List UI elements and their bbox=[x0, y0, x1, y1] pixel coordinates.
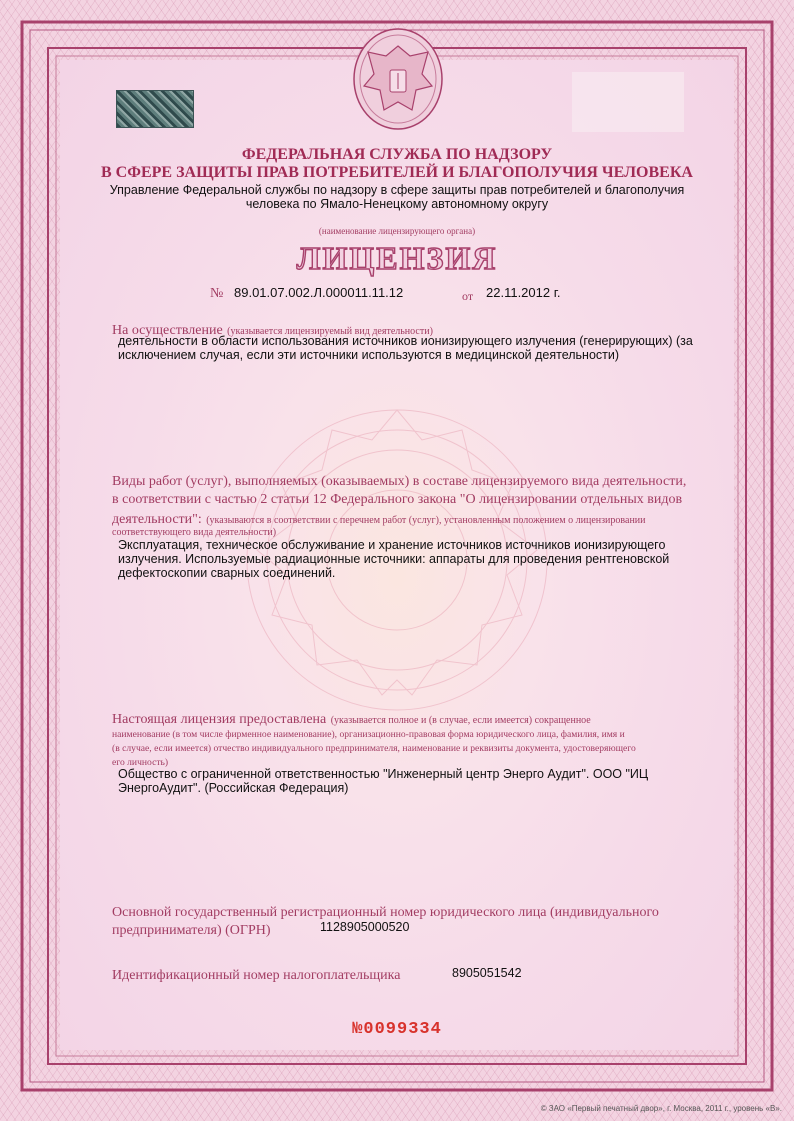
inn-label: Идентификационный номер налогоплательщика bbox=[112, 968, 401, 983]
licensee-hint-line2: наименование (в том числе фирменное наименование), организационно-правовая форма юридического лица, фамилия, имя и bbox=[112, 729, 625, 740]
licensee-hint-line1: (указывается полное и (в случае, если имеется) сокращенное bbox=[330, 715, 591, 726]
inn-value: 8905051542 bbox=[452, 966, 522, 980]
licensee-hint-line4: его личность) bbox=[112, 757, 169, 768]
ogrn-label-line2: предпринимателя) (ОГРН) bbox=[112, 923, 271, 938]
activity-label: На осуществление bbox=[112, 323, 223, 338]
license-date-label: от bbox=[462, 289, 474, 303]
license-number-label: № bbox=[210, 286, 224, 301]
activity-text-line2: исключением случая, если эти источники используются в медицинской деятельности) bbox=[118, 348, 620, 362]
blank-panel bbox=[572, 72, 684, 132]
authority-name-line1: Управление Федеральной службы по надзору в сфере защиты прав потребителей и благополучия bbox=[109, 183, 685, 197]
printer-footer: © ЗАО «Первый печатный двор», г. Москва, 2011 г., уровень «В». bbox=[540, 1104, 782, 1113]
document-title bbox=[0, 240, 794, 277]
header-line2: В СФЕРЕ ЗАЩИТЫ ПРАВ ПОТРЕБИТЕЛЕЙ И БЛАГОПОЛУЧИЯ ЧЕЛОВЕКА bbox=[101, 164, 693, 181]
works-label-line1: Виды работ (услуг), выполняемых (оказываемых) в составе лицензируемого вида деятельности, bbox=[112, 474, 687, 489]
works-label-line3 bbox=[112, 510, 646, 528]
licensee-heading bbox=[112, 710, 591, 728]
license-number: 89.01.07.002.Л.000011.11.12 bbox=[234, 285, 404, 300]
works-text-line2: излучения. Используемые радиационные источники: аппараты для проведения рентгеновской bbox=[118, 552, 670, 566]
licensee-text-line2: ЭнергоАудит". (Российская Федерация) bbox=[118, 781, 349, 795]
emblem-icon bbox=[350, 24, 446, 134]
works-label-lead: деятельности": bbox=[112, 512, 202, 527]
authority-name-line2: человека по Ямало-Ненецкому автономному округу bbox=[245, 197, 549, 211]
ogrn-label-line1: Основной государственный регистрационный номер юридического лица (индивидуального bbox=[112, 905, 659, 920]
ogrn-value: 1128905000520 bbox=[320, 920, 410, 934]
works-hint-line3: (указываются в соответствии с перечнем работ (услуг), установленным положением о лицензировании bbox=[206, 515, 646, 526]
works-text-line1: Эксплуатация, техническое обслуживание и хранение источников источников ионизирующего bbox=[118, 538, 666, 552]
authority-caption: (наименование лицензирующего органа) bbox=[318, 226, 476, 236]
form-serial-number: №0099334 bbox=[352, 1020, 442, 1039]
works-hint-line4: соответствующего вида деятельности) bbox=[112, 527, 277, 538]
activity-hint: (указывается лицензируемый вид деятельности) bbox=[227, 326, 433, 337]
license-date: 22.11.2012 г. bbox=[486, 285, 561, 300]
licensee-label: Настоящая лицензия предоставлена bbox=[112, 712, 327, 727]
works-label-line2: в соответствии с частью 2 статьи 12 Федерального закона "О лицензировании отдельных видов bbox=[112, 492, 683, 507]
works-text-line3: дефектоскопии сварных соединений. bbox=[118, 566, 336, 580]
document-title-text: ЛИЦЕНЗИЯ bbox=[296, 240, 498, 276]
activity-text-line1: деятельности в области использования источников ионизирующего излучения (генерирующих) (за bbox=[118, 334, 693, 348]
licensee-text-line1: Общество с ограниченной ответственностью "Инженерный центр Энерго Аудит". ООО "ИЦ bbox=[118, 767, 649, 781]
licensee-hint-line3: (в случае, если имеется) отчество индивидуального предпринимателя, наименование и реквизиты документа, удостоверяющего bbox=[112, 743, 636, 754]
header-line1: ФЕДЕРАЛЬНАЯ СЛУЖБА ПО НАДЗОРУ bbox=[241, 146, 553, 163]
hologram-icon bbox=[116, 90, 194, 128]
